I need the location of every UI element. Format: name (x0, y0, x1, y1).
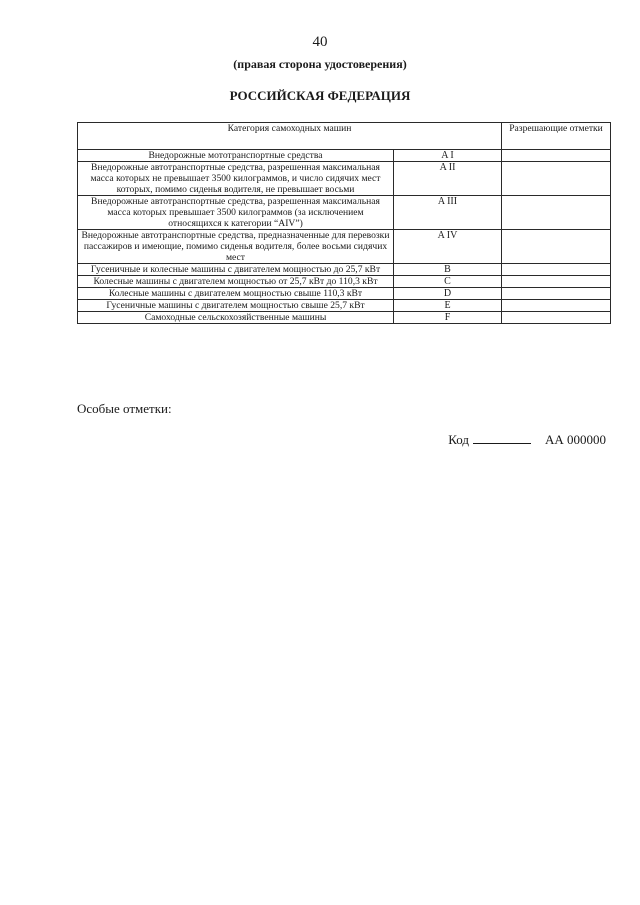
code-label: Код (448, 432, 469, 447)
category-description: Гусеничные машины с двигателем мощностью свыше 25,7 кВт (78, 300, 394, 312)
table-row (78, 288, 611, 300)
category-code: D (394, 288, 502, 300)
special-notes-label: Особые отметки: (77, 401, 172, 416)
table-row (78, 196, 611, 230)
category-code: A IV (394, 230, 502, 264)
category-code: A I (394, 150, 502, 162)
category-notes (502, 230, 611, 264)
table-row (78, 276, 611, 288)
page-title: РОССИЙСКАЯ ФЕДЕРАЦИЯ (229, 88, 411, 103)
table-body (78, 150, 611, 324)
category-description: Самоходные сельскохозяйственные машины (78, 312, 394, 324)
category-code: C (394, 276, 502, 288)
category-notes (502, 276, 611, 288)
serial-number: АА 000000 (544, 432, 606, 447)
table-row (78, 150, 611, 162)
table-row (78, 162, 611, 196)
category-code: A II (394, 162, 502, 196)
header-category: Категория самоходных машин (78, 123, 502, 150)
category-notes (502, 264, 611, 276)
category-description: Внедорожные автотранспортные средства, разрешенная максимальная масса которых превышает 3500 килограммов (за исключением относящихся к категории “AIV”) (78, 196, 394, 230)
category-code: F (394, 312, 502, 324)
category-notes (502, 312, 611, 324)
category-description: Внедорожные автотранспортные средства, разрешенная максимальная масса которых не превышает 3500 килограммов, и число сидячих мест которых, помимо сиденья водителя, не превышает восьми (78, 162, 394, 196)
category-description: Колесные машины с двигателем мощностью свыше 110,3 кВт (78, 288, 394, 300)
category-description: Внедорожные мототранспортные средства (78, 150, 394, 162)
table-row (78, 312, 611, 324)
table-header-row (78, 123, 611, 150)
category-table (77, 122, 611, 324)
category-code: B (394, 264, 502, 276)
table-row (78, 264, 611, 276)
category-notes (502, 300, 611, 312)
table-row (78, 300, 611, 312)
category-code: A III (394, 196, 502, 230)
header-notes: Разрешающие отметки (502, 123, 611, 150)
category-code: E (394, 300, 502, 312)
category-description: Колесные машины с двигателем мощностью от 25,7 кВт до 110,3 кВт (78, 276, 394, 288)
category-description: Внедорожные автотранспортные средства, предназначенные для перевозки пассажиров и имеющие, помимо сиденья водителя, более восьми сидячих мест (78, 230, 394, 264)
category-notes (502, 162, 611, 196)
page-subtitle: (правая сторона удостоверения) (233, 57, 407, 71)
category-notes (502, 150, 611, 162)
category-description: Гусеничные и колесные машины с двигателем мощностью до 25,7 кВт (78, 264, 394, 276)
category-notes (502, 288, 611, 300)
code-blank-line (473, 442, 531, 444)
category-notes (502, 196, 611, 230)
table-row (78, 230, 611, 264)
page-number: 40 (312, 34, 328, 50)
code-line (448, 432, 606, 448)
